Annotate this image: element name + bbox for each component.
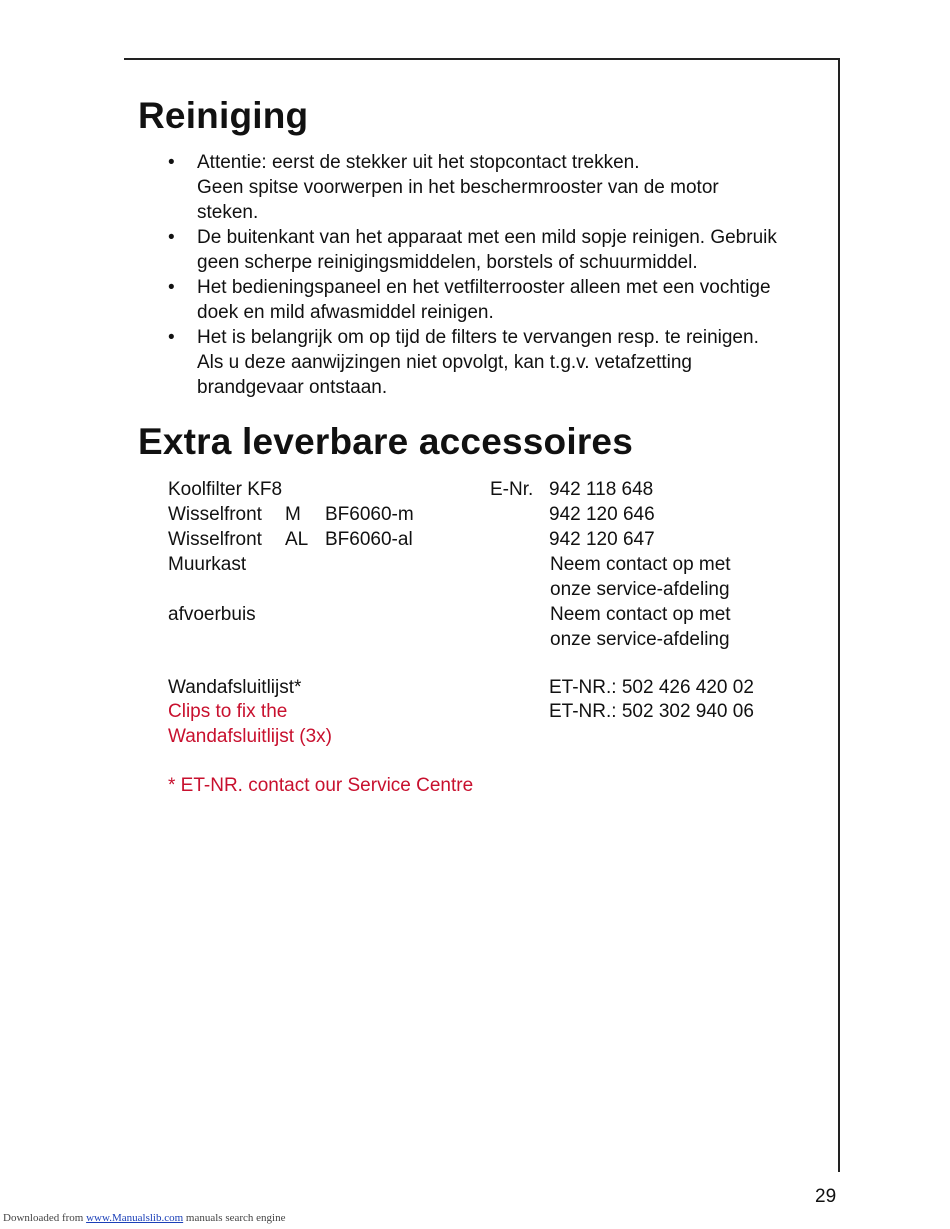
bullet-line: brandgevaar ontstaan. <box>197 377 388 398</box>
page-number: 29 <box>815 1186 837 1207</box>
bullet-line: Als u deze aanwijzingen niet opvolgt, kan t.g.v. vetafzetting <box>197 352 693 373</box>
part-number-clips: ET-NR.: 502 302 940 06 <box>549 701 754 722</box>
heading-accessoires: Extra leverbare accessoires <box>138 421 633 462</box>
item-name-muurkast: Muurkast <box>168 554 247 575</box>
contact-note-afvoerbuis-1: Neem contact op met <box>550 604 731 625</box>
enr-label: E-Nr. <box>490 479 534 500</box>
bullet-line: • Het is belangrijk om op tijd de filters te vervangen resp. te reinigen. <box>197 327 759 348</box>
cleaning-instructions-list <box>168 150 828 400</box>
footer-suffix: manuals search engine <box>185 1212 286 1224</box>
part-number-wisselfront-al: 942 120 647 <box>549 529 655 550</box>
download-footer <box>3 1212 285 1224</box>
item-variant-al: AL <box>285 529 309 550</box>
bullet-line: Geen spitse voorwerpen in het beschermrooster van de motor <box>197 177 719 198</box>
item-name-afvoerbuis: afvoerbuis <box>168 604 256 625</box>
list-item <box>168 225 828 275</box>
bullet-line: geen scherpe reinigingsmiddelen, borstels of schuurmiddel. <box>197 252 698 273</box>
list-item <box>168 150 828 225</box>
bullet-line: • Het bedieningspaneel en het vetfilterrooster alleen met een vochtige <box>197 277 771 298</box>
list-item <box>168 275 828 325</box>
item-name-wisselfront-al: Wisselfront <box>168 529 262 550</box>
item-variant-m: M <box>285 504 301 525</box>
item-name-wisselfront-m: Wisselfront <box>168 504 262 525</box>
part-number-wisselfront-m: 942 120 646 <box>549 504 655 525</box>
footer-prefix: Downloaded from <box>3 1212 84 1224</box>
contact-note-muurkast-2: onze service-afdeling <box>550 579 730 600</box>
list-item <box>168 325 828 400</box>
bullet-line: doek en mild afwasmiddel reinigen. <box>197 302 494 323</box>
footnote: * ET-NR. contact our Service Centre <box>168 775 474 796</box>
bullet-line: • Attentie: eerst de stekker uit het stopcontact trekken. <box>197 152 640 173</box>
part-number-wandafsluitlijst: ET-NR.: 502 426 420 02 <box>549 677 754 698</box>
item-name-clips-2: Wandafsluitlijst (3x) <box>168 726 333 747</box>
contact-note-muurkast-1: Neem contact op met <box>550 554 731 575</box>
manualslib-link[interactable]: www.Manualslib.com <box>86 1212 184 1224</box>
item-code-m: BF6060-m <box>325 504 414 525</box>
contact-note-afvoerbuis-2: onze service-afdeling <box>550 629 730 650</box>
heading-reiniging: Reiniging <box>138 95 309 136</box>
item-name-koolfilter: Koolfilter KF8 <box>168 479 283 500</box>
item-code-al: BF6060-al <box>325 529 413 550</box>
item-name-wandafsluitlijst: Wandafsluitlijst* <box>168 677 302 698</box>
side-rule <box>838 58 840 1172</box>
item-name-clips-1: Clips to fix the <box>168 701 288 722</box>
part-number-koolfilter: 942 118 648 <box>549 479 654 500</box>
bullet-line: • De buitenkant van het apparaat met een mild sopje reinigen. Gebruik <box>197 227 777 248</box>
top-rule <box>124 58 840 60</box>
bullet-line: steken. <box>197 202 259 223</box>
